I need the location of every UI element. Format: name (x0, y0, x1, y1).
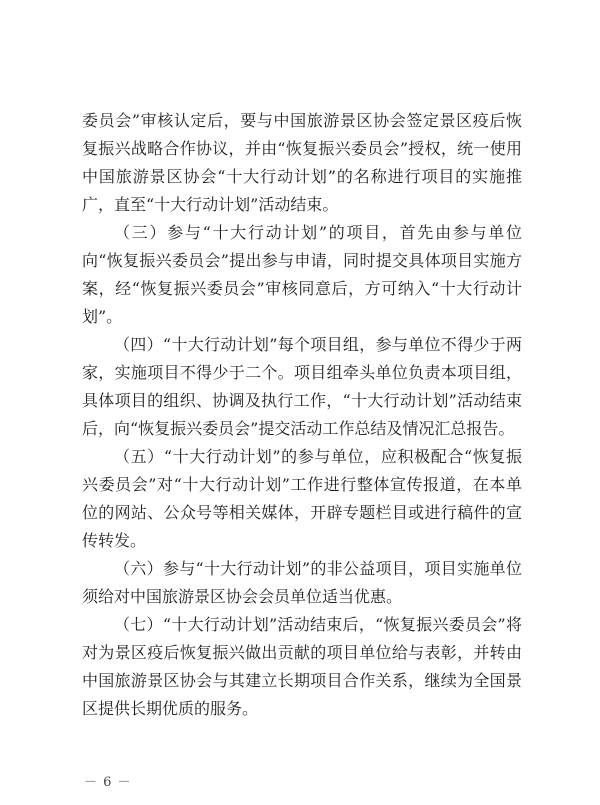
paragraph-item-5: （五）“十大行动计划”的参与单位，应积极配合“恢复振兴委员会”对“十大行动计划”工作进行整体宣传报道，在本单位的网站、公众号等相关媒体，开辟专题栏目或进行稿件的宣传转发。 (82, 447, 522, 550)
document-body (82, 107, 522, 723)
paragraph-item-4: （四）“十大行动计划”每个项目组，参与单位不得少于两家，实施项目不得少于二个。项目组牵头单位负责本项目组，具体项目的组织、协调及执行工作，“十大行动计划”活动结束后，向“恢复振兴委员会”提交活动工作总结及情况汇总报告。 (82, 335, 522, 438)
paragraph-item-3: （三）参与“十大行动计划”的项目，首先由参与单位向“恢复振兴委员会”提出参与申请，同时提交具体项目实施方案，经“恢复振兴委员会”审核同意后，方可纳入“十大行动计划”。 (82, 223, 522, 326)
paragraph-item-7: （七）“十大行动计划”活动结束后，“恢复振兴委员会”将对为景区疫后恢复振兴做出贡献的项目单位给与表彰，并转由中国旅游景区协会与其建立长期项目合作关系，继续为全国景区提供长期优质的服务。 (82, 615, 522, 718)
page-number: － 6 － (84, 775, 132, 790)
paragraph-item-6: （六）参与“十大行动计划”的非公益项目，项目实施单位须给对中国旅游景区协会会员单位适当优惠。 (82, 559, 522, 606)
paragraph-continuation: 委员会”审核认定后，要与中国旅游景区协会签定景区疫后恢复振兴战略合作协议，并由“恢复振兴委员会”授权，统一使用中国旅游景区协会“十大行动计划”的名称进行项目的实施推广，直至“十大行动计划”活动结束。 (82, 111, 522, 214)
